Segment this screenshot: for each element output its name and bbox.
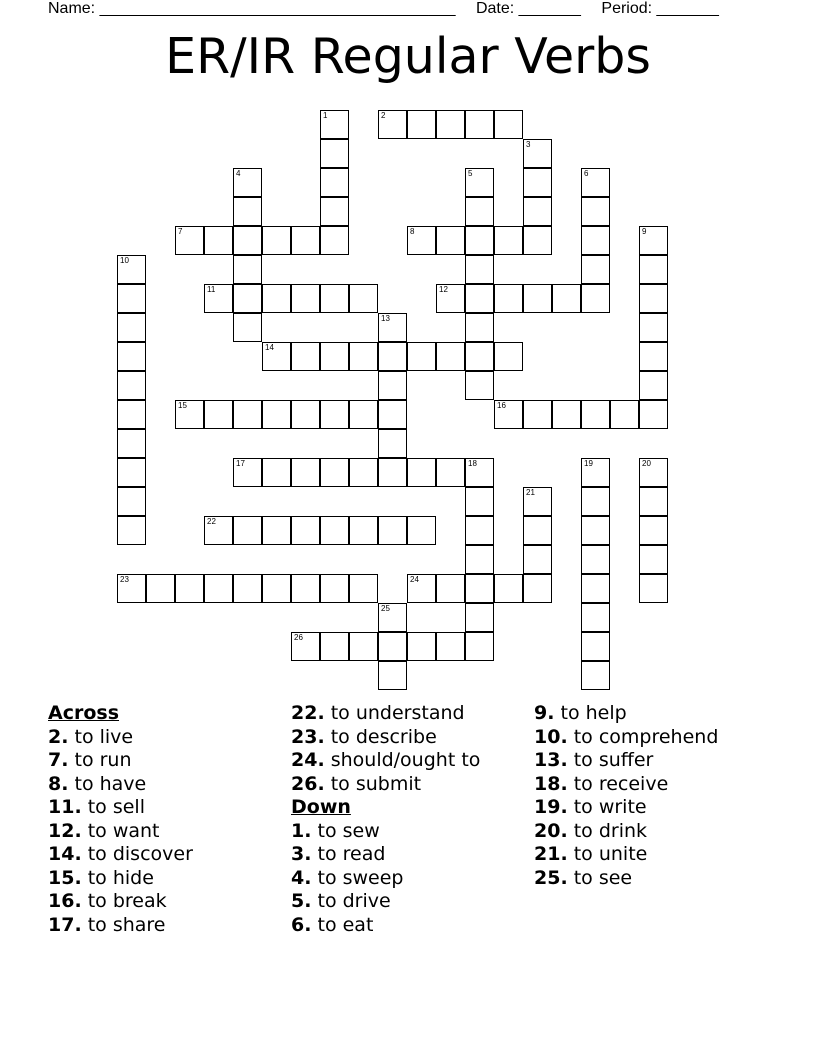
- crossword-cell[interactable]: [581, 632, 610, 661]
- down-clue: [291, 867, 480, 891]
- crossword-cell[interactable]: [233, 516, 262, 545]
- across-clue: [48, 820, 193, 844]
- clue-label-number: 7.: [48, 749, 69, 771]
- crossword-cell[interactable]: [204, 516, 233, 545]
- clues-column-1: [48, 702, 193, 937]
- crossword-cell[interactable]: [291, 458, 320, 487]
- crossword-cell[interactable]: [378, 632, 407, 661]
- clue-label-number: 9.: [534, 702, 555, 724]
- clue-text: to comprehend: [567, 725, 719, 748]
- crossword-cell[interactable]: [233, 168, 262, 197]
- crossword-cell[interactable]: [291, 400, 320, 429]
- down-clue: [534, 702, 718, 726]
- down-heading: Down: [291, 796, 351, 818]
- crossword-cell[interactable]: [465, 168, 494, 197]
- clue-number: 18: [468, 459, 477, 468]
- period-field[interactable]: Period: _______: [601, 0, 719, 17]
- crossword-cell[interactable]: [378, 313, 407, 342]
- clue-number: 3: [526, 140, 531, 149]
- clue-label-number: 6.: [291, 913, 312, 936]
- clue-text: to discover: [81, 843, 193, 865]
- crossword-cell[interactable]: [378, 371, 407, 400]
- clue-number: 25: [381, 604, 390, 613]
- crossword-cell[interactable]: [465, 226, 494, 255]
- clue-text: to unite: [567, 843, 648, 865]
- clue-label-number: 1.: [291, 819, 312, 842]
- crossword-cell[interactable]: [523, 139, 552, 168]
- crossword-cell[interactable]: [291, 226, 320, 255]
- clue-text: to share: [81, 913, 166, 936]
- clue-text: to sweep: [311, 866, 404, 889]
- crossword-cell[interactable]: [465, 197, 494, 226]
- crossword-cell[interactable]: [378, 516, 407, 545]
- down-clue: [534, 843, 718, 867]
- crossword-cell[interactable]: [465, 516, 494, 545]
- clue-label-number: 17.: [48, 913, 82, 936]
- crossword-cell[interactable]: [581, 603, 610, 632]
- clue-label-number: 19.: [534, 796, 568, 818]
- crossword-cell[interactable]: [581, 168, 610, 197]
- across-clue: [48, 796, 193, 820]
- crossword-cell[interactable]: [378, 429, 407, 458]
- crossword-cell[interactable]: [639, 400, 668, 429]
- clue-text: to sew: [311, 819, 380, 842]
- crossword-cell[interactable]: [378, 458, 407, 487]
- clue-text: to eat: [311, 913, 374, 936]
- clue-text: should/ought to: [324, 749, 481, 771]
- crossword-cell[interactable]: [320, 574, 349, 603]
- crossword-cell[interactable]: [117, 284, 146, 313]
- crossword-cell[interactable]: [291, 342, 320, 371]
- crossword-cell[interactable]: [117, 574, 146, 603]
- crossword-cell[interactable]: [262, 516, 291, 545]
- crossword-cell[interactable]: [436, 458, 465, 487]
- clue-text: to run: [68, 749, 132, 771]
- crossword-cell[interactable]: [233, 197, 262, 226]
- clue-number: 20: [642, 459, 651, 468]
- crossword-cell[interactable]: [581, 284, 610, 313]
- clue-text: to have: [68, 772, 147, 795]
- crossword-cell[interactable]: [320, 197, 349, 226]
- crossword-cell[interactable]: [262, 458, 291, 487]
- crossword-cell[interactable]: [233, 313, 262, 342]
- crossword-cell[interactable]: [262, 342, 291, 371]
- clue-label-number: 11.: [48, 796, 82, 818]
- crossword-cell[interactable]: [465, 632, 494, 661]
- crossword-cell[interactable]: [175, 226, 204, 255]
- crossword-cell[interactable]: [465, 603, 494, 632]
- across-clue: [48, 914, 193, 938]
- down-clue: [534, 726, 718, 750]
- crossword-cell[interactable]: [349, 574, 378, 603]
- crossword-cell[interactable]: [436, 226, 465, 255]
- crossword-cell[interactable]: [465, 487, 494, 516]
- clue-number: 15: [178, 401, 187, 410]
- clue-label-number: 24.: [291, 749, 325, 771]
- clue-text: to write: [567, 796, 647, 818]
- across-clue: [291, 773, 480, 797]
- clue-number: 23: [120, 575, 129, 584]
- clue-number: 2: [381, 111, 386, 120]
- crossword-cell[interactable]: [349, 342, 378, 371]
- crossword-cell[interactable]: [204, 226, 233, 255]
- crossword-cell[interactable]: [523, 197, 552, 226]
- clue-label-number: 5.: [291, 890, 312, 912]
- crossword-cell[interactable]: [465, 255, 494, 284]
- crossword-cell[interactable]: [378, 110, 407, 139]
- worksheet-header: [48, 0, 735, 18]
- across-clue: [291, 702, 480, 726]
- crossword-cell[interactable]: [494, 400, 523, 429]
- clue-number: 7: [178, 227, 183, 236]
- clue-number: 17: [236, 459, 245, 468]
- crossword-cell[interactable]: [436, 342, 465, 371]
- crossword-cell[interactable]: [117, 429, 146, 458]
- crossword-cell[interactable]: [320, 458, 349, 487]
- clue-text: to want: [81, 819, 160, 842]
- crossword-cell[interactable]: [320, 284, 349, 313]
- crossword-cell[interactable]: [407, 516, 436, 545]
- crossword-cell[interactable]: [407, 110, 436, 139]
- crossword-cell[interactable]: [494, 226, 523, 255]
- clue-label-number: 15.: [48, 866, 82, 889]
- crossword-cell[interactable]: [378, 342, 407, 371]
- clue-text: to live: [68, 725, 134, 748]
- crossword-cell[interactable]: [639, 313, 668, 342]
- crossword-cell[interactable]: [291, 574, 320, 603]
- crossword-cell[interactable]: [117, 342, 146, 371]
- crossword-cell[interactable]: [378, 400, 407, 429]
- crossword-cell[interactable]: [465, 371, 494, 400]
- clue-number: 13: [381, 314, 390, 323]
- down-clue: [534, 820, 718, 844]
- crossword-cell[interactable]: [233, 226, 262, 255]
- crossword-cell[interactable]: [581, 545, 610, 574]
- clue-label-number: 2.: [48, 725, 69, 748]
- crossword-cell[interactable]: [494, 574, 523, 603]
- clue-number: 6: [584, 169, 589, 178]
- crossword-cell[interactable]: [117, 516, 146, 545]
- crossword-cell[interactable]: [117, 487, 146, 516]
- crossword-cell[interactable]: [320, 516, 349, 545]
- across-clue: [291, 749, 480, 773]
- crossword-cell[interactable]: [349, 632, 378, 661]
- clue-label-number: 4.: [291, 866, 312, 889]
- down-clue: [291, 843, 480, 867]
- crossword-cell[interactable]: [117, 255, 146, 284]
- crossword-cell[interactable]: [407, 226, 436, 255]
- crossword-cell[interactable]: [262, 284, 291, 313]
- crossword-cell[interactable]: [581, 458, 610, 487]
- down-clue: [291, 890, 480, 914]
- clue-number: 8: [410, 227, 415, 236]
- clue-text: to help: [554, 702, 627, 724]
- clue-text: to describe: [324, 725, 437, 748]
- clue-text: to hide: [81, 866, 154, 889]
- crossword-cell[interactable]: [465, 284, 494, 313]
- clue-label-number: 20.: [534, 819, 568, 842]
- clue-text: to understand: [324, 702, 465, 724]
- clues-column-2: [291, 702, 480, 937]
- crossword-cell[interactable]: [465, 458, 494, 487]
- across-clue: [48, 867, 193, 891]
- clue-number: 22: [207, 517, 216, 526]
- clue-text: to drink: [567, 819, 648, 842]
- clues-column-3: [534, 702, 718, 890]
- crossword-cell[interactable]: [494, 284, 523, 313]
- crossword-cell[interactable]: [291, 632, 320, 661]
- page-title: ER/IR Regular Verbs: [165, 28, 651, 85]
- clue-text: to receive: [567, 772, 669, 795]
- crossword-cell[interactable]: [523, 168, 552, 197]
- crossword-cell[interactable]: [465, 545, 494, 574]
- crossword-cell[interactable]: [407, 458, 436, 487]
- clue-label-number: 23.: [291, 725, 325, 748]
- down-clue: [534, 773, 718, 797]
- crossword-cell[interactable]: [581, 255, 610, 284]
- down-clue: [534, 867, 718, 891]
- clue-number: 19: [584, 459, 593, 468]
- crossword-cell[interactable]: [639, 574, 668, 603]
- clue-text: to suffer: [567, 749, 654, 771]
- clue-text: to drive: [311, 890, 391, 912]
- clue-number: 9: [642, 227, 647, 236]
- crossword-cell[interactable]: [233, 458, 262, 487]
- crossword-cell[interactable]: [320, 110, 349, 139]
- crossword-cell[interactable]: [494, 110, 523, 139]
- crossword-cell[interactable]: [407, 342, 436, 371]
- clue-number: 26: [294, 633, 303, 642]
- down-clue: [291, 820, 480, 844]
- crossword-cell[interactable]: [349, 284, 378, 313]
- clue-label-number: 3.: [291, 843, 312, 865]
- crossword-cell[interactable]: [639, 545, 668, 574]
- crossword-cell[interactable]: [204, 284, 233, 313]
- crossword-cell[interactable]: [581, 661, 610, 690]
- crossword-cell[interactable]: [378, 661, 407, 690]
- clue-text: to see: [567, 866, 633, 889]
- crossword-cell[interactable]: [581, 516, 610, 545]
- crossword-cell[interactable]: [523, 400, 552, 429]
- clue-label-number: 14.: [48, 843, 82, 865]
- crossword-cell[interactable]: [233, 400, 262, 429]
- crossword-cell[interactable]: [117, 371, 146, 400]
- crossword-cell[interactable]: [639, 226, 668, 255]
- crossword-cell[interactable]: [581, 226, 610, 255]
- crossword-cell[interactable]: [436, 632, 465, 661]
- crossword-cell[interactable]: [610, 400, 639, 429]
- crossword-cell[interactable]: [262, 574, 291, 603]
- crossword-cell[interactable]: [204, 574, 233, 603]
- across-clue: [48, 749, 193, 773]
- crossword-cell[interactable]: [552, 284, 581, 313]
- across-clue: [291, 726, 480, 750]
- down-clue: [291, 914, 480, 938]
- date-field[interactable]: Date: _______: [475, 0, 581, 17]
- down-clue: [534, 749, 718, 773]
- across-clue: [48, 726, 193, 750]
- crossword-cell[interactable]: [117, 313, 146, 342]
- crossword-cell[interactable]: [175, 574, 204, 603]
- clue-label-number: 21.: [534, 843, 568, 865]
- crossword-cell[interactable]: [117, 400, 146, 429]
- crossword-cell[interactable]: [320, 139, 349, 168]
- crossword-cell[interactable]: [639, 487, 668, 516]
- crossword-cell[interactable]: [175, 400, 204, 429]
- crossword-cell[interactable]: [523, 545, 552, 574]
- crossword-cell[interactable]: [581, 400, 610, 429]
- clue-text: to submit: [324, 772, 422, 795]
- crossword-cell[interactable]: [436, 110, 465, 139]
- crossword-cell[interactable]: [320, 632, 349, 661]
- clue-text: to read: [311, 843, 386, 865]
- clue-number: 24: [410, 575, 419, 584]
- crossword-cell[interactable]: [436, 574, 465, 603]
- crossword-cell[interactable]: [523, 226, 552, 255]
- name-field[interactable]: Name: ________________________________________: [48, 0, 456, 17]
- crossword-cell[interactable]: [523, 516, 552, 545]
- clue-number: 12: [439, 285, 448, 294]
- crossword-cell[interactable]: [349, 458, 378, 487]
- clue-label-number: 22.: [291, 702, 325, 724]
- crossword-cell[interactable]: [581, 574, 610, 603]
- clue-number: 1: [323, 111, 328, 120]
- clue-number: 5: [468, 169, 473, 178]
- crossword-cell[interactable]: [320, 400, 349, 429]
- clue-number: 14: [265, 343, 274, 352]
- crossword-cell[interactable]: [523, 487, 552, 516]
- crossword-cell[interactable]: [465, 313, 494, 342]
- clue-label-number: 26.: [291, 772, 325, 795]
- crossword-cell[interactable]: [581, 487, 610, 516]
- crossword-cell[interactable]: [639, 516, 668, 545]
- clue-label-number: 25.: [534, 866, 568, 889]
- clue-number: 4: [236, 169, 241, 178]
- crossword-cell[interactable]: [378, 603, 407, 632]
- clue-label-number: 18.: [534, 772, 568, 795]
- crossword-cell[interactable]: [465, 342, 494, 371]
- crossword-cell[interactable]: [233, 574, 262, 603]
- down-clue: [534, 796, 718, 820]
- crossword-cell[interactable]: [407, 632, 436, 661]
- crossword-cell[interactable]: [436, 284, 465, 313]
- crossword-cell[interactable]: [407, 574, 436, 603]
- crossword-cell[interactable]: [639, 342, 668, 371]
- clue-label-number: 8.: [48, 772, 69, 795]
- crossword-cell[interactable]: [262, 226, 291, 255]
- crossword-cell[interactable]: [552, 400, 581, 429]
- crossword-cell[interactable]: [465, 110, 494, 139]
- crossword-cell[interactable]: [639, 284, 668, 313]
- clue-number: 16: [497, 401, 506, 410]
- across-clue: [48, 773, 193, 797]
- clue-number: 10: [120, 256, 129, 265]
- crossword-cell[interactable]: [117, 458, 146, 487]
- clue-number: 21: [526, 488, 535, 497]
- clue-label-number: 16.: [48, 890, 82, 912]
- clue-number: 11: [207, 285, 216, 294]
- clue-text: to sell: [81, 796, 145, 818]
- crossword-cell[interactable]: [349, 516, 378, 545]
- crossword-cell[interactable]: [320, 342, 349, 371]
- crossword-cell[interactable]: [291, 284, 320, 313]
- crossword-cell[interactable]: [465, 574, 494, 603]
- crossword-cell[interactable]: [523, 284, 552, 313]
- crossword-cell[interactable]: [523, 574, 552, 603]
- clue-label-number: 12.: [48, 819, 82, 842]
- across-clue: [48, 890, 193, 914]
- across-heading: Across: [48, 702, 120, 724]
- crossword-cell[interactable]: [320, 226, 349, 255]
- crossword-cell[interactable]: [639, 458, 668, 487]
- crossword-cell[interactable]: [262, 400, 291, 429]
- clue-label-number: 13.: [534, 749, 568, 771]
- crossword-cell[interactable]: [146, 574, 175, 603]
- crossword-cell[interactable]: [581, 197, 610, 226]
- crossword-cell[interactable]: [639, 255, 668, 284]
- clue-label-number: 10.: [534, 725, 568, 748]
- crossword-cell[interactable]: [233, 284, 262, 313]
- crossword-cell[interactable]: [320, 168, 349, 197]
- crossword-cell[interactable]: [639, 371, 668, 400]
- crossword-cell[interactable]: [233, 255, 262, 284]
- crossword-cell[interactable]: [291, 516, 320, 545]
- crossword-cell[interactable]: [204, 400, 233, 429]
- crossword-cell[interactable]: [494, 342, 523, 371]
- across-clue: [48, 843, 193, 867]
- crossword-cell[interactable]: [349, 400, 378, 429]
- clue-text: to break: [81, 890, 167, 912]
